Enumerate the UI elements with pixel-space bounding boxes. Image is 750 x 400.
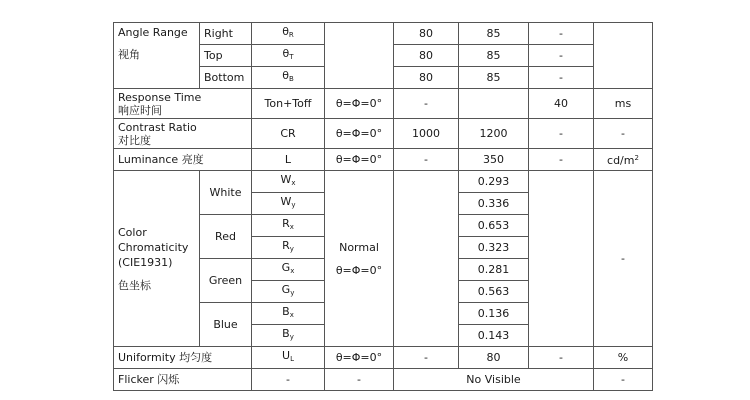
contrast-max: -: [529, 119, 594, 149]
luminance-min: -: [394, 149, 459, 171]
flicker-condition: -: [325, 369, 394, 391]
uniformity-symbol: $U_L$: [252, 347, 325, 369]
response-time-label: Response Time 响应时间: [114, 89, 252, 119]
color-group-red: Red: [200, 215, 252, 259]
color-min-cell: [394, 171, 459, 347]
angle-typ: 85: [459, 67, 529, 89]
table-row: [114, 149, 653, 171]
color-symbol: $R_y$: [252, 237, 325, 259]
uniformity-unit: %: [594, 347, 653, 369]
table-row: [114, 347, 653, 369]
contrast-unit: -: [594, 119, 653, 149]
contrast-symbol: CR: [252, 119, 325, 149]
uniformity-condition: θ=Φ=0°: [325, 347, 394, 369]
angle-direction: Right: [200, 23, 252, 45]
flicker-symbol: -: [252, 369, 325, 391]
color-group-blue: Blue: [200, 303, 252, 347]
spec-table: [113, 22, 653, 391]
angle-min: 80: [394, 67, 459, 89]
angle-direction: Top: [200, 45, 252, 67]
angle-min: 80: [394, 45, 459, 67]
color-typ: 0.563: [459, 281, 529, 303]
response-symbol: Ton+Toff: [252, 89, 325, 119]
angle-min: 80: [394, 23, 459, 45]
table-row: [114, 23, 653, 45]
angle-max: -: [529, 23, 594, 45]
color-typ: 0.336: [459, 193, 529, 215]
color-typ: 0.281: [459, 259, 529, 281]
luminance-label: Luminance 亮度: [114, 149, 252, 171]
color-typ: 0.653: [459, 215, 529, 237]
uniformity-min: -: [394, 347, 459, 369]
angle-condition-cell: [325, 23, 394, 89]
table-row: [114, 89, 653, 119]
color-symbol: $B_x$: [252, 303, 325, 325]
flicker-label: Flicker 闪烁: [114, 369, 252, 391]
angle-typ: 85: [459, 23, 529, 45]
contrast-typ: 1200: [459, 119, 529, 149]
angle-max: -: [529, 45, 594, 67]
angle-direction: Bottom: [200, 67, 252, 89]
color-condition: Normal θ=Φ=0°: [325, 171, 394, 347]
color-group-white: White: [200, 171, 252, 215]
contrast-ratio-label: Contrast Ratio 对比度: [114, 119, 252, 149]
angle-symbol: $\theta_B$: [252, 67, 325, 89]
angle-typ: 85: [459, 45, 529, 67]
luminance-unit: $cd/m^2$: [594, 149, 653, 171]
luminance-symbol: L: [252, 149, 325, 171]
luminance-typ: 350: [459, 149, 529, 171]
color-typ: 0.323: [459, 237, 529, 259]
uniformity-typ: 80: [459, 347, 529, 369]
angle-max: -: [529, 67, 594, 89]
color-symbol: $G_y$: [252, 281, 325, 303]
color-max-cell: [529, 171, 594, 347]
flicker-unit: -: [594, 369, 653, 391]
contrast-condition: θ=Φ=0°: [325, 119, 394, 149]
color-chromaticity-label: Color Chromaticity (CIE1931) 色坐标: [114, 171, 200, 347]
flicker-value: No Visible: [394, 369, 594, 391]
response-condition: θ=Φ=0°: [325, 89, 394, 119]
table-row: [114, 171, 653, 193]
color-symbol: $W_y$: [252, 193, 325, 215]
uniformity-label: Uniformity 均匀度: [114, 347, 252, 369]
color-typ: 0.143: [459, 325, 529, 347]
angle-symbol: $\theta_T$: [252, 45, 325, 67]
color-typ: 0.136: [459, 303, 529, 325]
table-row: [114, 119, 653, 149]
angle-range-label: Angle Range 视角: [114, 23, 200, 89]
response-unit: ms: [594, 89, 653, 119]
color-symbol: $W_x$: [252, 171, 325, 193]
luminance-max: -: [529, 149, 594, 171]
luminance-condition: θ=Φ=0°: [325, 149, 394, 171]
color-symbol: $G_x$: [252, 259, 325, 281]
response-min: -: [394, 89, 459, 119]
color-typ: 0.293: [459, 171, 529, 193]
color-symbol: $B_y$: [252, 325, 325, 347]
contrast-min: 1000: [394, 119, 459, 149]
color-symbol: $R_x$: [252, 215, 325, 237]
table-row: [114, 369, 653, 391]
response-max: 40: [529, 89, 594, 119]
response-typ: [459, 89, 529, 119]
angle-symbol: $\theta_R$: [252, 23, 325, 45]
uniformity-max: -: [529, 347, 594, 369]
color-group-green: Green: [200, 259, 252, 303]
angle-unit-cell: [594, 23, 653, 89]
color-unit: -: [594, 171, 653, 347]
